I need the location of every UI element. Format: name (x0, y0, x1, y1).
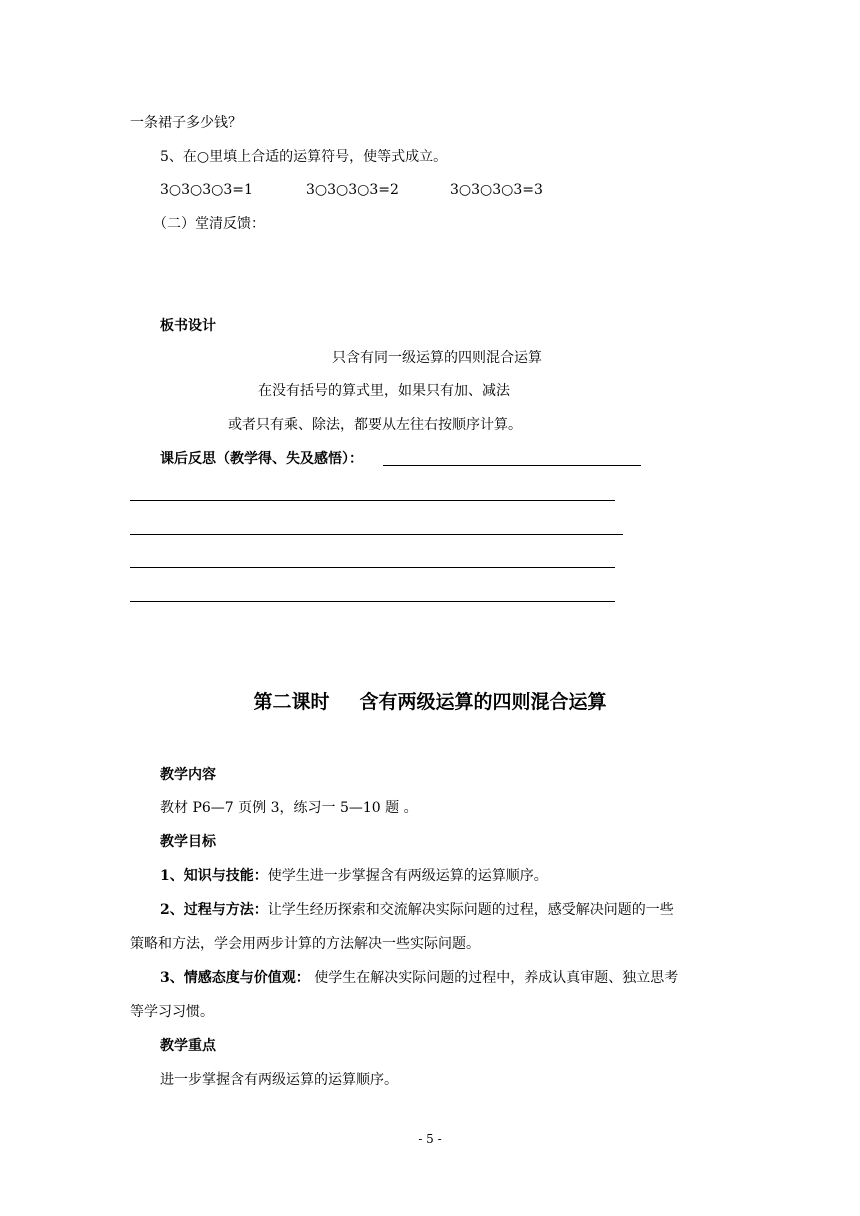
teaching-goals-heading: 教学目标 (160, 834, 216, 850)
question-4-tail: 一条裙子多少钱？ (130, 115, 242, 131)
board-design-rule-line-2: 或者只有乘、除法，都要从左往右按顺序计算。 (228, 417, 522, 433)
reflection-blank-line-4 (130, 601, 615, 602)
goal-2-text-line-2: 策略和方法，学会用两步计算的方法解决一些实际问题。 (130, 936, 480, 952)
equation-3: 3○3○3○3=3 (450, 182, 543, 198)
reflection-label: 课后反思（教学得、失及感悟）： (160, 451, 363, 467)
goal-1-label: 1、知识与技能： (160, 868, 268, 884)
goal-2-label: 2、过程与方法： (160, 902, 268, 918)
goal-3 (160, 968, 678, 988)
goal-3-text-line-2: 等学习习惯。 (130, 1004, 214, 1020)
reflection-blank-line-3 (130, 567, 615, 568)
goal-3-label: 3、情感态度与价值观： (160, 970, 310, 986)
lesson-2-title (0, 689, 860, 715)
board-design-heading: 板书设计 (160, 318, 216, 334)
question-5-prompt: 5、在○里填上合适的运算符号，使等式成立。 (160, 149, 448, 165)
teaching-content-text: 教材 P6—7 页例 3，练习一 5—10 题 。 (160, 800, 418, 816)
feedback-heading: （二）堂清反馈： (153, 216, 265, 232)
equation-2: 3○3○3○3=2 (306, 182, 399, 198)
teaching-focus-text: 进一步掌握含有两级运算的运算顺序。 (160, 1072, 398, 1088)
lesson-2-title-part-1: 第二课时 (253, 691, 330, 713)
lesson-2-title-part-2: 含有两级运算的四则混合运算 (359, 691, 607, 713)
reflection-blank-line-1 (130, 500, 615, 501)
reflection-underline (383, 465, 641, 466)
teaching-focus-heading: 教学重点 (160, 1038, 216, 1054)
board-design-title: 只含有同一级运算的四则混合运算 (332, 350, 542, 366)
goal-2 (160, 900, 674, 920)
equation-1: 3○3○3○3=1 (160, 182, 253, 198)
goal-2-text-line-1: 让学生经历探索和交流解决实际问题的过程，感受解决问题的一些 (267, 902, 674, 918)
goal-1-text: 使学生进一步掌握含有两级运算的运算顺序。 (267, 868, 548, 884)
reflection-blank-line-2 (130, 534, 623, 535)
page-number: - 5 - (418, 1132, 442, 1146)
teaching-content-heading: 教学内容 (160, 767, 216, 783)
board-design-rule-line-1: 在没有括号的算式里，如果只有加、减法 (258, 383, 510, 399)
goal-3-text-line-1: 使学生在解决实际问题的过程中，养成认真审题、独立思考 (309, 970, 679, 986)
goal-1 (160, 866, 548, 886)
